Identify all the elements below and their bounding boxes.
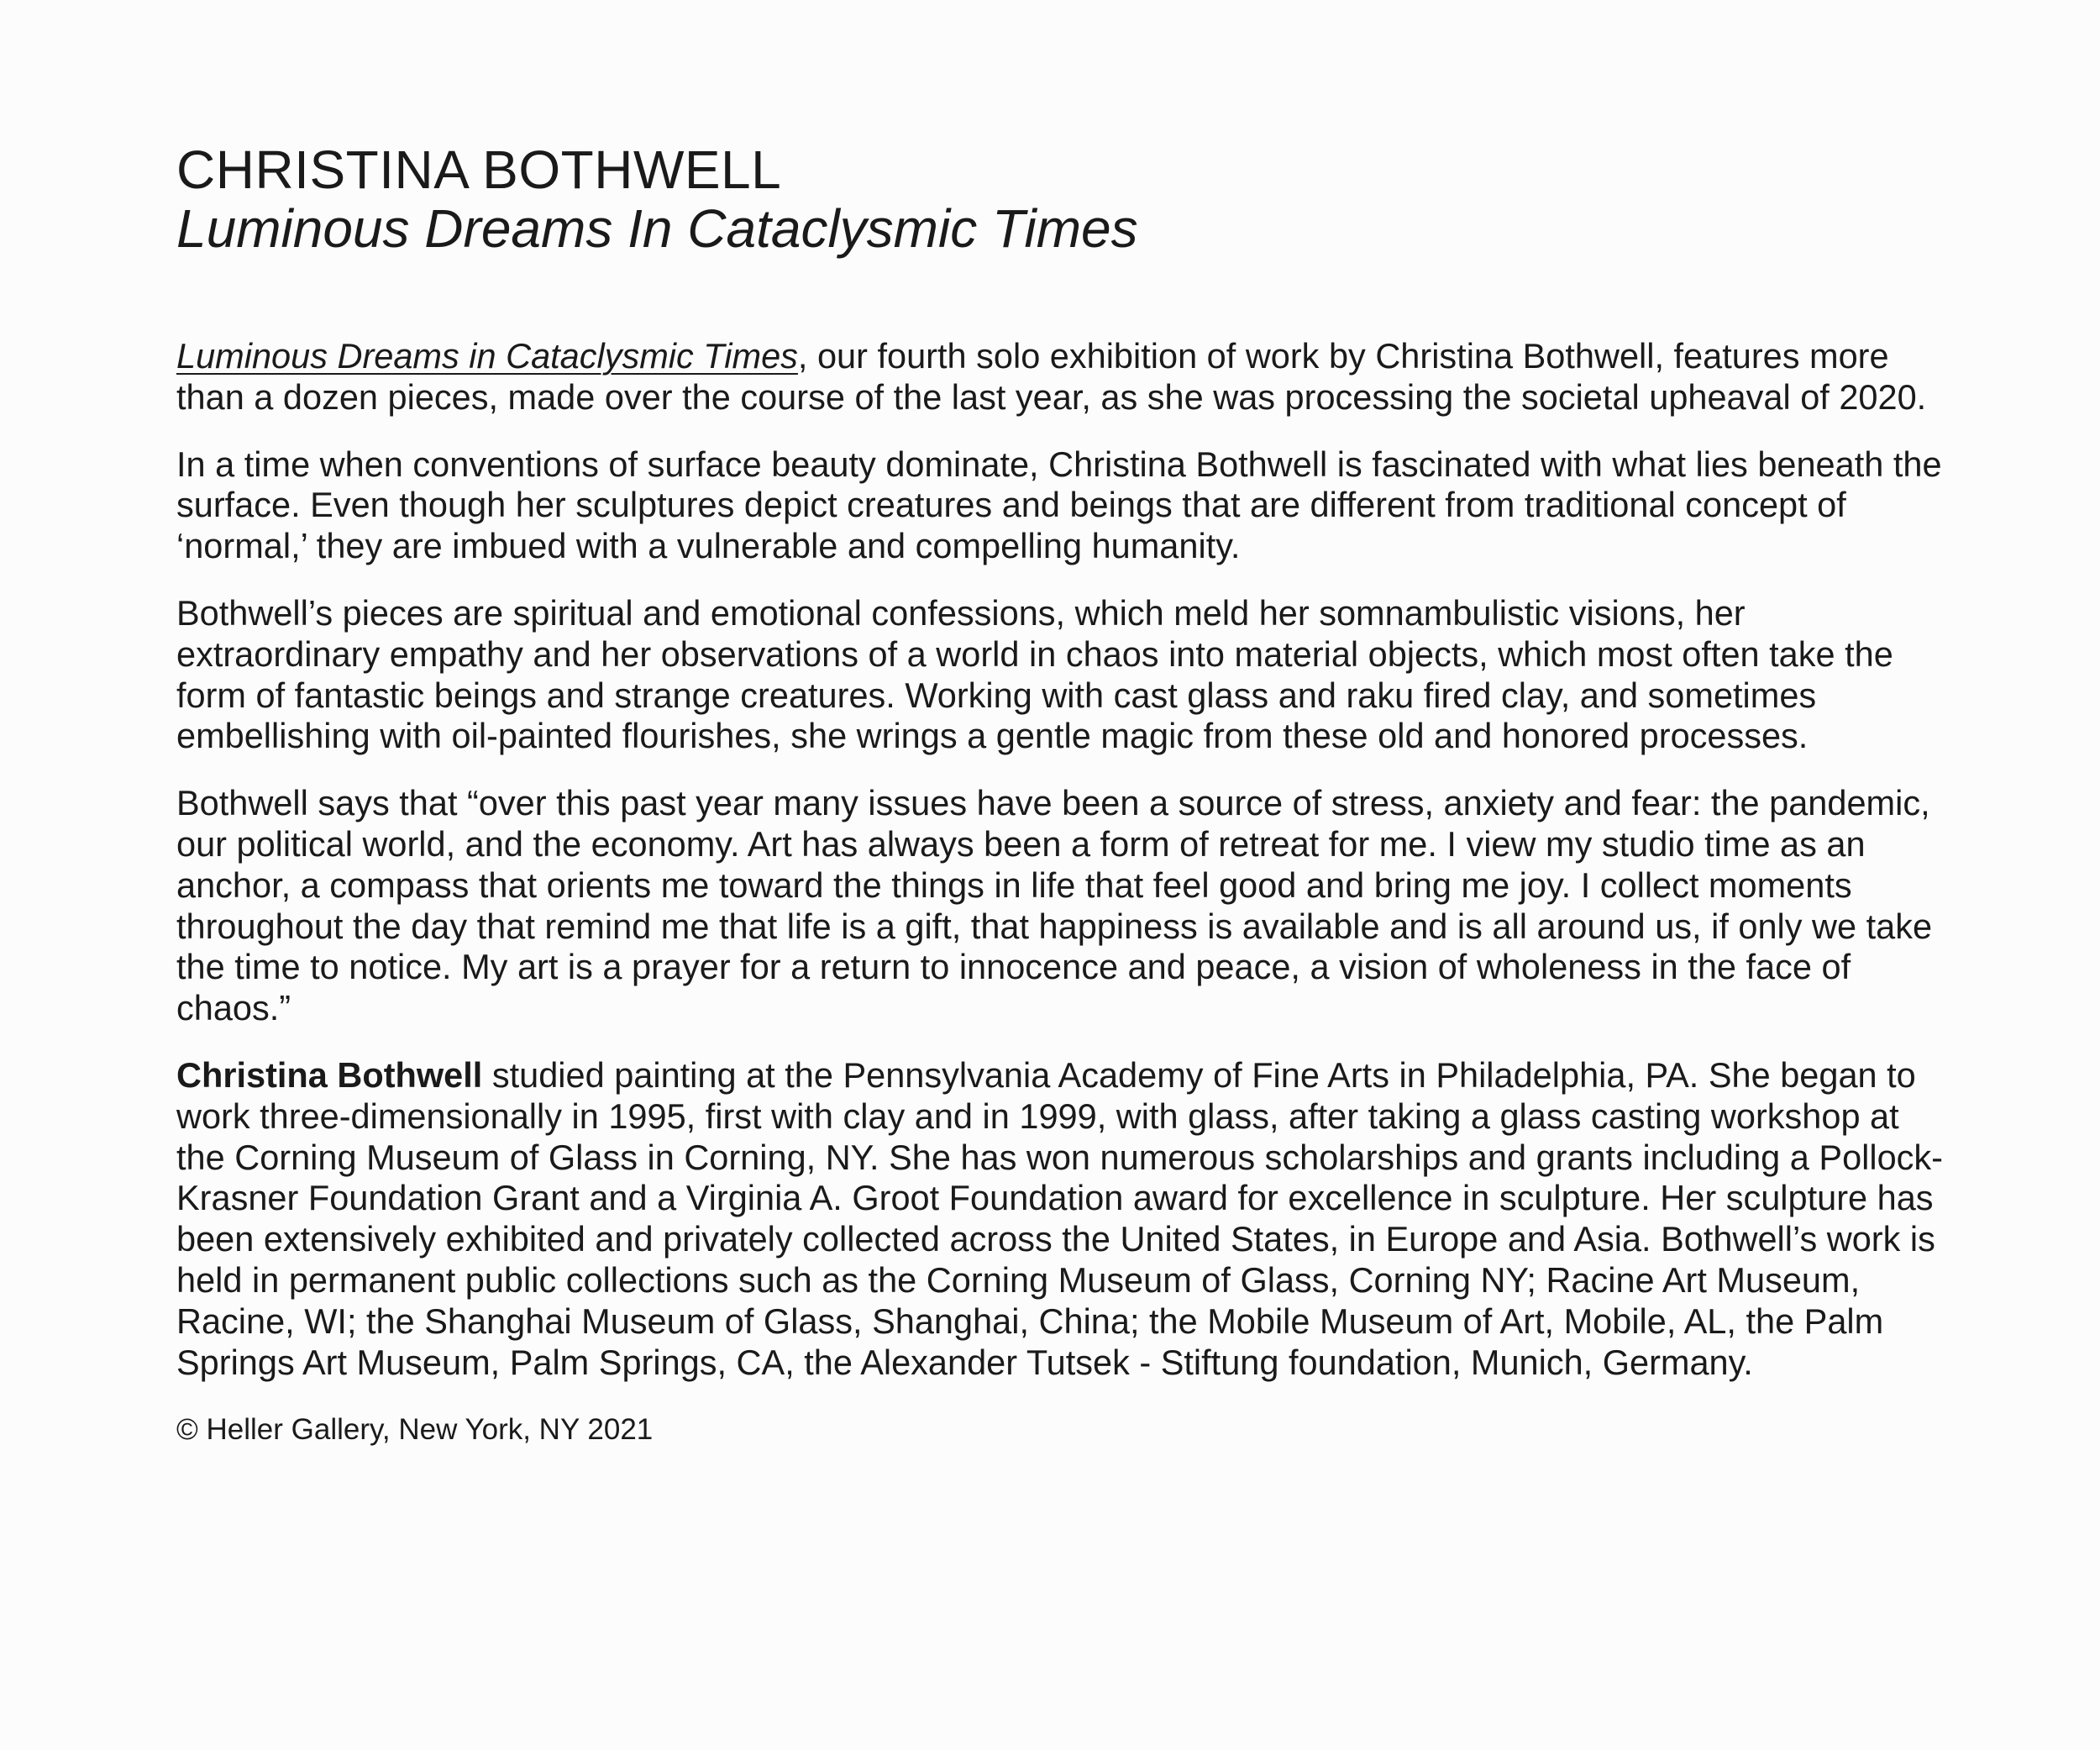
exhibition-title: Luminous Dreams In Cataclysmic Times xyxy=(176,198,1138,259)
paragraph-confessions: Bothwell’s pieces are spiritual and emotional confessions, which meld her somnambulistic visions, her extraordinary empathy and her observations of a world in chaos into material objects, which most often take the form of fantastic beings and strange creatures. Working with cast glass and raku fired clay, and sometimes embellishing with oil-painted flourishes, she wrings a gentle magic from these old and honored processes. xyxy=(176,592,1893,756)
paragraph-artist-quote: Bothwell says that “over this past year many issues have been a source of stress, anxiety and fear: the pandemic, our political world, and the economy. Art has always been a form of retreat for me. I view my studio time as an anchor, a compass that orients me toward the things in life that feel good and bring me joy. I collect moments throughout the day that remind me that life is a gift, that happiness is available and is all around us, if only we take the time to notice. My art is a prayer for a return to innocence and peace, a vision of wholeness in the face of chaos.” xyxy=(176,783,1933,1028)
paragraph-surface-beauty: In a time when conventions of surface beauty dominate, Christina Bothwell is fascinated with what lies beneath the surface. Even though her sculptures depict creatures and beings that are different from traditional concept of ‘normal,’ they are imbued with a vulnerable and compelling humanity. xyxy=(176,444,1942,566)
document-page xyxy=(176,141,1949,1448)
artist-bold-name: Christina Bothwell xyxy=(176,1054,483,1095)
artist-name: CHRISTINA BOTHWELL xyxy=(176,139,782,200)
paragraph-biography xyxy=(176,1055,1949,1383)
paragraph-intro-text: , our fourth solo exhibition of work by Christina Bothwell, features more than a dozen pieces, made over the course of the last year, as she was processing the societal upheaval of 2020. xyxy=(176,336,1927,417)
paragraph-biography-text: studied painting at the Pennsylvania Academy of Fine Arts in Philadelphia, PA. She began to work three-dimensionally in 1995, first with clay and in 1999, with glass, after taking a glass casting workshop at the Corning Museum of Glass in Corning, NY. She has won numerous scholarships and grants including a Pollock-Krasner Foundation Grant and a Virginia A. Groot Foundation award for excellence in sculpture. Her sculpture has been extensively exhibited and privately collected across the United States, in Europe and Asia. Bothwell’s work is held in permanent public collections such as the Corning Museum of Glass, Corning NY; Racine Art Museum, Racine, WI; the Shanghai Museum of Glass, Shanghai, China; the Mobile Museum of Art, Mobile, AL, the Palm Springs Art Museum, Palm Springs, CA, the Alexander Tutsek - Stiftung foundation, Munich, Germany. xyxy=(176,1054,1944,1382)
exhibition-title-reference: Luminous Dreams in Cataclysmic Times xyxy=(176,336,798,376)
copyright-notice: © Heller Gallery, New York, NY 2021 xyxy=(176,1413,654,1447)
press-release-body xyxy=(176,336,1949,1383)
paragraph-intro xyxy=(176,336,1949,418)
